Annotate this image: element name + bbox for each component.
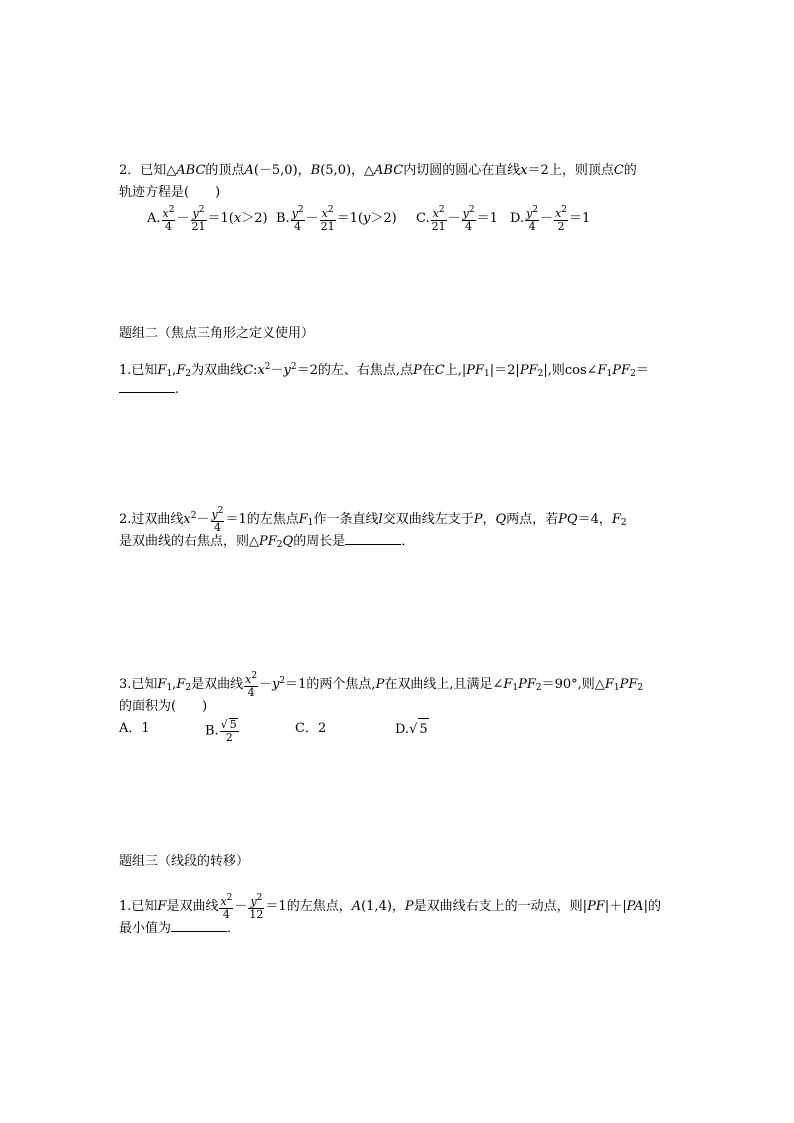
question-text-line: 是双曲线的右焦点，则$\triangle PF_2Q$的周长是 ． (119, 534, 415, 550)
option-b: B. $\frac{y^2}{4}$ － $\frac{x^2}{21}$ ＝1(y＞2) (276, 205, 397, 233)
answer-blank[interactable] (171, 919, 227, 932)
question-text-line: . (119, 379, 679, 401)
option-c: C．2 (295, 721, 327, 736)
question-text-line: 2.过双曲线$x^2-$ $\frac{y^2}{4}$ ＝1的左焦点$F_1$作一条直线l交双曲线左支于P，Q两点，若PQ＝4，$F_2$ (119, 506, 627, 534)
section-title: 题组三（线段的转移） (119, 854, 250, 869)
option-d: D.√ 5 (395, 718, 429, 740)
option-c: C. $\frac{x^2}{21}$ － $\frac{y^2}{4}$ ＝1 (416, 205, 498, 233)
question-block-2 (119, 160, 679, 233)
options-row (119, 204, 679, 233)
question-block-g2q1 (119, 357, 679, 401)
question-text-line: 的面积为( ) (119, 699, 208, 714)
options-row (119, 718, 679, 746)
option-d: D. $\frac{y^2}{4}$ － $\frac{x^2}{2}$ ＝1 (510, 205, 591, 233)
question-text-line: 2．已知△ABC的顶点A(－5,0)，B(5,0)，△ABC内切圆的圆心在直线x＝2上，则顶点C的 (119, 163, 637, 178)
section-title: 题组二（焦点三角形之定义使用） (119, 326, 315, 341)
question-text-line: 轨迹方程是( ) (119, 185, 221, 200)
option-a: A．1 (119, 721, 150, 736)
option-b: B. $\frac{√ 5}{2}$ (205, 718, 237, 744)
question-text-line: 最小值为 ． (119, 921, 241, 936)
question-block-g3q1 (119, 892, 679, 940)
question-text-line: 1.已知$F_1,F_2$为双曲线$C:x^2-y^2=2$的左、右焦点,点P在C上$,|PF_1|=2|PF_2|$,则$\cos\angle F_1PF_2=$ (119, 362, 649, 379)
answer-blank[interactable] (119, 380, 175, 393)
question-text-line: 1.已知F是双曲线 $\frac{x^2}{4}$ － $\frac{y^2}{12}$ ＝1的左焦点，A(1,4)，P是双曲线右支上的一动点，则|PF|＋|PA|的 (119, 893, 661, 921)
question-text-line: 3.已知$F_1,F_2$是双曲线 $\frac{x^2}{4}$ $-y^2=1$的两个焦点,P在双曲线上,且满足$\angle F_1PF_2=90^\circ$,则$\triangle F_1PF_2$ (119, 671, 644, 699)
answer-blank[interactable] (345, 532, 401, 545)
question-block-g2q2 (119, 505, 679, 553)
question-block-g2q3 (119, 670, 679, 746)
option-a: A. $\frac{x^2}{4}$ － $\frac{y^2}{21}$ ＝1(x＞2) (147, 205, 268, 233)
